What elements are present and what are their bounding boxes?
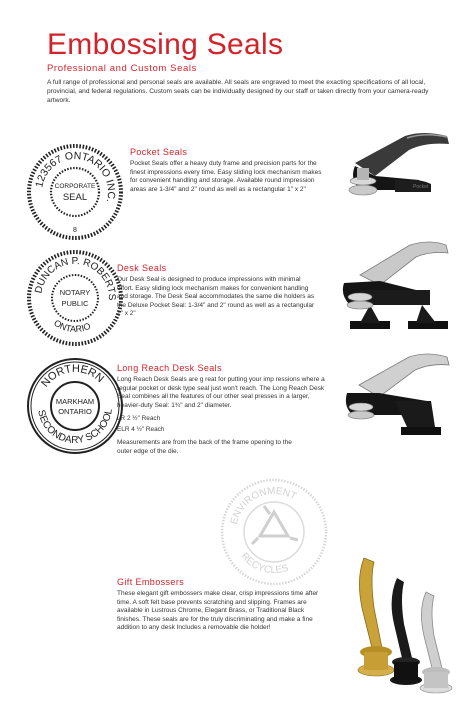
gift-embossers-title: Gift Embossers <box>117 577 185 587</box>
pocket-seals-body: Pocket Seals offer a heavy duty frame and precision parts for the finest impressions every time. Easy sliding lock mechanism makes for convenient handling and storage. Available round impression areas are 1-3/4" and 2" round as well as a rectangular 1" x 2" <box>130 160 322 193</box>
seal-mark: 8 <box>73 227 77 234</box>
intro-paragraph: A full range of professional and personal seals are available. All seals are engraved to meet the exacting specifications of all local, provincial, and federal regulations. Custom seals can be individually designed by our staff or taken directly from your camera-ready artwork. <box>47 79 429 104</box>
reach-elr: ELR 4 ½" Reach <box>117 426 165 433</box>
pocket-seals-title: Pocket Seals <box>130 147 188 157</box>
seal-ring-text: 123567 ONTARIO INC. <box>33 149 118 204</box>
long-reach-body: Long Reach Desk Seals are g reat for putting your imp ressions where a regular pocket or desk type seal just won't reach. The Long Reach Desk Seal combines all the features of our other seal presses in a larger, heavier-duty Seal: 1¾" and 2" diameter. <box>117 376 325 409</box>
seal-ring-text: NORTHERN <box>39 362 107 390</box>
seal-line-2: ONTARIO <box>58 407 92 416</box>
desk-seals-title: Desk Seals <box>117 263 167 273</box>
svg-text:Pocket: Pocket <box>413 184 429 190</box>
recycle-icon <box>252 506 298 544</box>
desk-seals-body: Our Desk Seal is designed to produce impressions with minimal effort. Easy sliding lock mechanism makes for convenient handling and storage. The Desk Seal accommodates the same die holders as the Deluxe Pocket Seal: 1-3/4" and 2" round as well as a rectangular 1" x 2" <box>117 276 315 318</box>
notary-seal-impression <box>25 248 125 348</box>
long-reach-title: Long Reach Desk Seals <box>117 363 222 373</box>
seal-line-1: MARKHAM <box>55 397 95 406</box>
long-reach-embosser-image <box>335 345 455 445</box>
desk-seal-embosser-image <box>330 235 455 335</box>
seal-ring-bottom-text: SECONDARY SCHOOL <box>35 408 115 447</box>
seal-ring-bottom-text: ONTARIO <box>52 317 93 335</box>
watermark-ring-bottom: RECYCLES <box>238 550 290 577</box>
seal-line-1: CORPORATE <box>54 183 96 190</box>
gift-embossers-body: These elegant gift embossers make clear, crisp impressions time after time. A soft felt base prevents scratching and slipping. Frames are available in Lustrous Chrome, Elegant Brass, or Traditional Black finishes. These seals are for the truly discriminating and make a fine addition to any desk Includes a removable die holder! <box>117 590 319 632</box>
reach-lr: LR 2 ½" Reach <box>117 415 161 422</box>
pocket-seal-embosser-image <box>335 128 455 218</box>
page-title: Embossing Seals <box>47 28 284 61</box>
recycle-seal-watermark <box>218 476 330 588</box>
watermark-ring-top: ENVIRONMENT <box>228 485 299 526</box>
seal-line-2: PUBLIC <box>61 299 89 308</box>
school-seal-impression <box>25 356 125 456</box>
corporate-seal-impression <box>25 142 125 242</box>
page-subtitle: Professional and Custom Seals <box>47 63 197 74</box>
gift-embossers-image <box>342 548 462 698</box>
seal-line-2: SEAL <box>62 192 88 203</box>
seal-ring-text: DUNCAN P. ROBERTS <box>33 255 118 301</box>
seal-line-1: NOTARY <box>59 288 91 297</box>
long-reach-note: Measurements are from the back of the frame opening to the outer edge of the die. <box>117 439 292 455</box>
